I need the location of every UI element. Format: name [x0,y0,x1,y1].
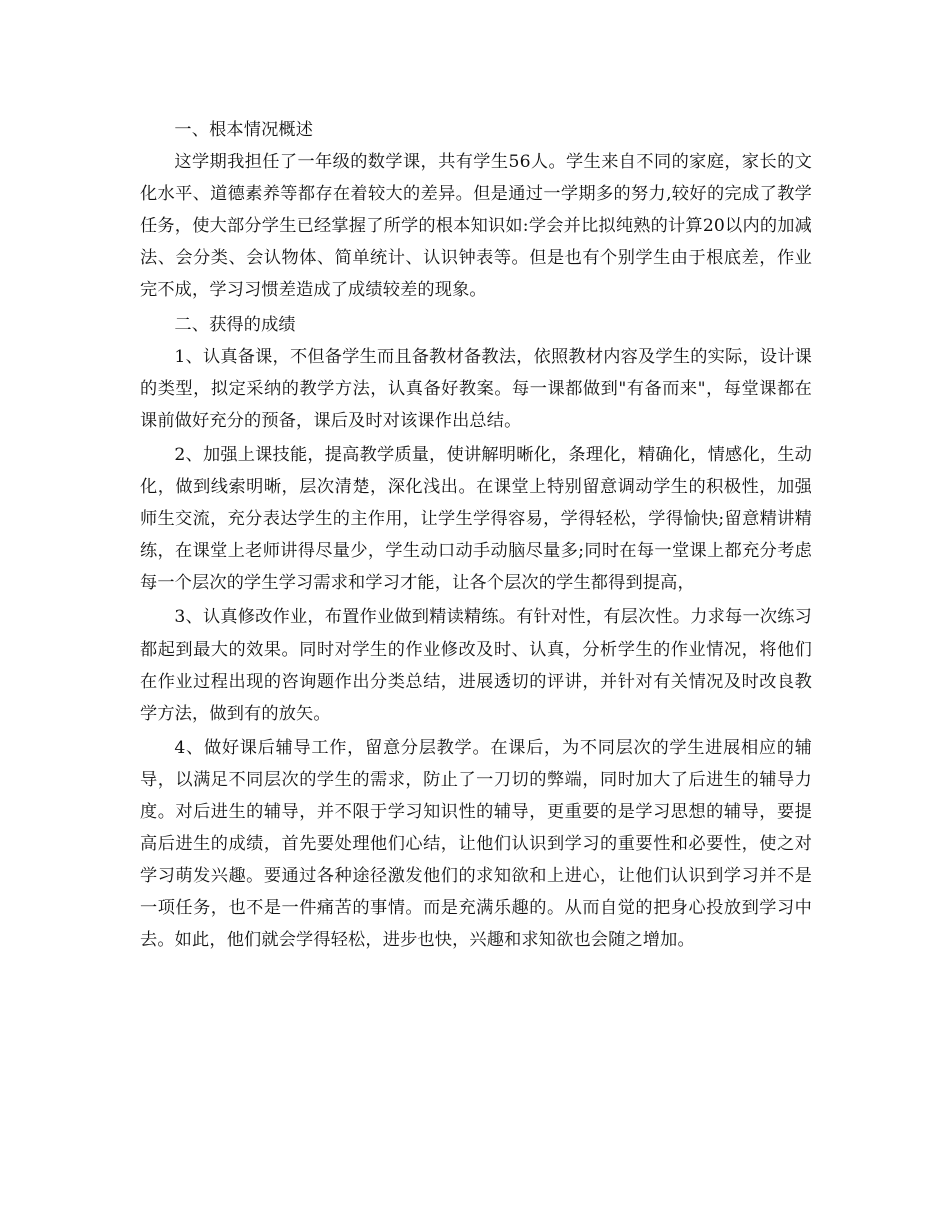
section-heading-overview: 一、根本情况概述 [174,120,314,140]
achievement-paragraph-1: 1、认真备课，不但备学生而且备教材备教法，依照教材内容及学生的实际，设计课的类型，拟定采纳的教学方法，认真备好教案。每一课都做到"有备而来"，每堂课都在课前做好充分的预备，课后及时对该课作出总结。 [140,346,812,431]
overview-paragraph: 这学期我担任了一年级的数学课，共有学生56人。学生来自不同的家庭，家长的文化水平、道德素养等都存在着较大的差异。但是通过一学期多的努力,较好的完成了教学任务，使大部分学生已经掌握了所学的根本知识如:学会并比拟纯熟的计算20以内的加减法、会分类、会认物体、简单统计、认识钟表等。但是也有个别学生由于根底差，作业完不成，学习习惯差造成了成绩较差的现象。 [140,152,812,301]
achievement-paragraph-3: 3、认真修改作业，布置作业做到精读精练。有针对性，有层次性。力求每一次练习都起到最大的效果。同时对学生的作业修改及时、认真，分析学生的作业情况，将他们在作业过程出现的咨询题作出分类总结，进展透切的评讲，并针对有关情况及时改良教学方法，做到有的放矢。 [140,607,812,724]
section-heading-achievements: 二、获得的成绩 [174,314,296,335]
achievement-paragraph-2: 2、加强上课技能，提高教学质量，使讲解明晰化，条理化，精确化，情感化，生动化，做到线索明晰，层次清楚，深化浅出。在课堂上特别留意调动学生的积极性，加强师生交流，充分表达学生的主作用，让学生学得容易，学得轻松，学得愉快;留意精讲精练，在课堂上老师讲得尽量少，学生动口动手动脑尽量多;同时在每一堂课上都充分考虑每一个层次的学生学习需求和学习才能，让各个层次的学生都得到提高， [140,444,812,594]
document-body [140,114,812,956]
achievement-paragraph-4: 4、做好课后辅导工作，留意分层教学。在课后，为不同层次的学生进展相应的辅导，以满足不同层次的学生的需求，防止了一刀切的弊端，同时加大了后进生的辅导力度。对后进生的辅导，并不限于学习知识性的辅导，更重要的是学习思想的辅导，要提高后进生的成绩，首先要处理他们心结，让他们认识到学习的重要性和必要性，使之对学习萌发兴趣。要通过各种途径激发他们的求知欲和上进心，让他们认识到学习并不是一项任务，也不是一件痛苦的事情。而是充满乐趣的。从而自觉的把身心投放到学习中去。如此，他们就会学得轻松，进步也快，兴趣和求知欲也会随之增加。 [140,737,812,951]
